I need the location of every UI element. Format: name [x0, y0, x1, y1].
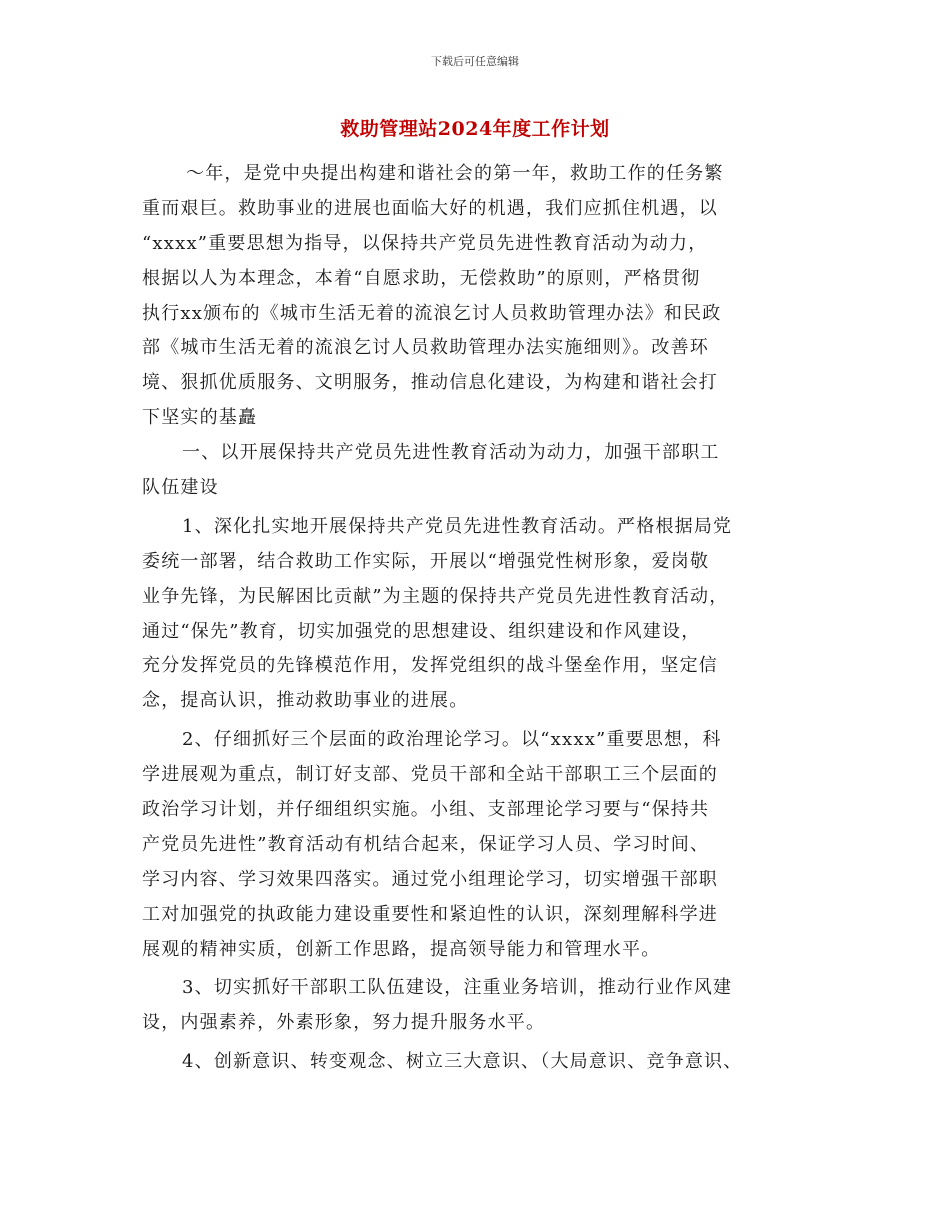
document-title: 救助管理站2024年度工作计划	[340, 118, 610, 140]
text-line: 学习内容、学习效果四落实。通过党小组理论学习，切实增强干部职	[142, 868, 718, 890]
text-line: 下坚实的基矗	[142, 407, 258, 429]
text-line: ～年，是党中央提出构建和谐社会的第一年，救助工作的任务繁	[186, 163, 724, 184]
text-line: 展观的精神实质，创新工作思路，提高领导能力和管理水平。	[142, 938, 661, 960]
text-line: 产党员先进性”教育活动有机结合起来，保证学习人员、学习时间、	[142, 833, 710, 855]
text-line: 业争先锋，为民解困比贡献”为主题的保持共产党员先进性教育活动，	[142, 585, 729, 607]
text-line: 学进展观为重点，制订好支部、党员干部和全站干部职工三个层面的	[142, 764, 718, 786]
text-line: 执行xx颁布的《城市生活无着的流浪乞讨人员救助管理办法》和民政	[142, 302, 722, 324]
text-line: 一、以开展保持共产党员先进性教育活动为动力，加强干部职工	[182, 442, 720, 464]
text-line: 政治学习计划，并仔细组织实施。小组、支部理论学习要与“保持共	[142, 799, 710, 821]
text-line: 2、仔细抓好三个层面的政治理论学习。以“xxxx”重要思想，科	[182, 729, 722, 751]
paragraph-item-2	[142, 723, 814, 967]
text-line: 设，内强素养，外素形象，努力提升服务水平。	[142, 1012, 546, 1034]
text-line: 念，提高认识，推动救助事业的进展。	[142, 690, 469, 712]
text-line: 部《城市生活无着的流浪乞讨人员救助管理办法实施细则》。改善环	[142, 337, 709, 359]
text-line: 3、切实抓好干部职工队伍建设，注重业务培训，推动行业作风建	[182, 977, 733, 999]
text-line: 委统一部署，结合救助工作实际，开展以“增强党性树形象，爱岗敬	[142, 550, 710, 572]
paragraph-item-1	[142, 510, 814, 719]
text-line: 队伍建设	[142, 477, 219, 499]
paragraph-item-3	[142, 971, 814, 1041]
text-line: “xxxx”重要思想为指导，以保持共产党员先进性教育活动为动力，	[142, 232, 708, 254]
page-header: 下载后可任意编辑	[431, 55, 519, 68]
document-body	[142, 157, 814, 1080]
paragraph-item-4	[142, 1045, 814, 1080]
paragraph-intro	[142, 157, 814, 436]
text-line: 根据以人为本理念，本着“自愿求助，无偿救助”的原则，严格贯彻	[142, 267, 701, 289]
text-line: 工对加强党的执政能力建设重要性和紧迫性的认识，深刻理解科学进	[142, 903, 718, 925]
text-line: 重而艰巨。救助事业的进展也面临大好的机遇，我们应抓住机遇，以	[142, 197, 718, 219]
text-line: 4、创新意识、转变观念、树立三大意识、（大局意识、竞争意识、	[182, 1051, 743, 1073]
text-line: 境、狠抓优质服务、文明服务，推动信息化建设，为构建和谐社会打	[142, 372, 718, 394]
text-line: 通过“保先”教育，切实加强党的思想建设、组织建设和作风建设，	[142, 620, 701, 642]
text-line: 充分发挥党员的先锋模范作用，发挥党组织的战斗堡垒作用，坚定信	[142, 655, 718, 677]
section-heading-1	[142, 436, 814, 506]
text-line: 1、深化扎实地开展保持共产党员先进性教育活动。严格根据局党	[182, 515, 733, 537]
